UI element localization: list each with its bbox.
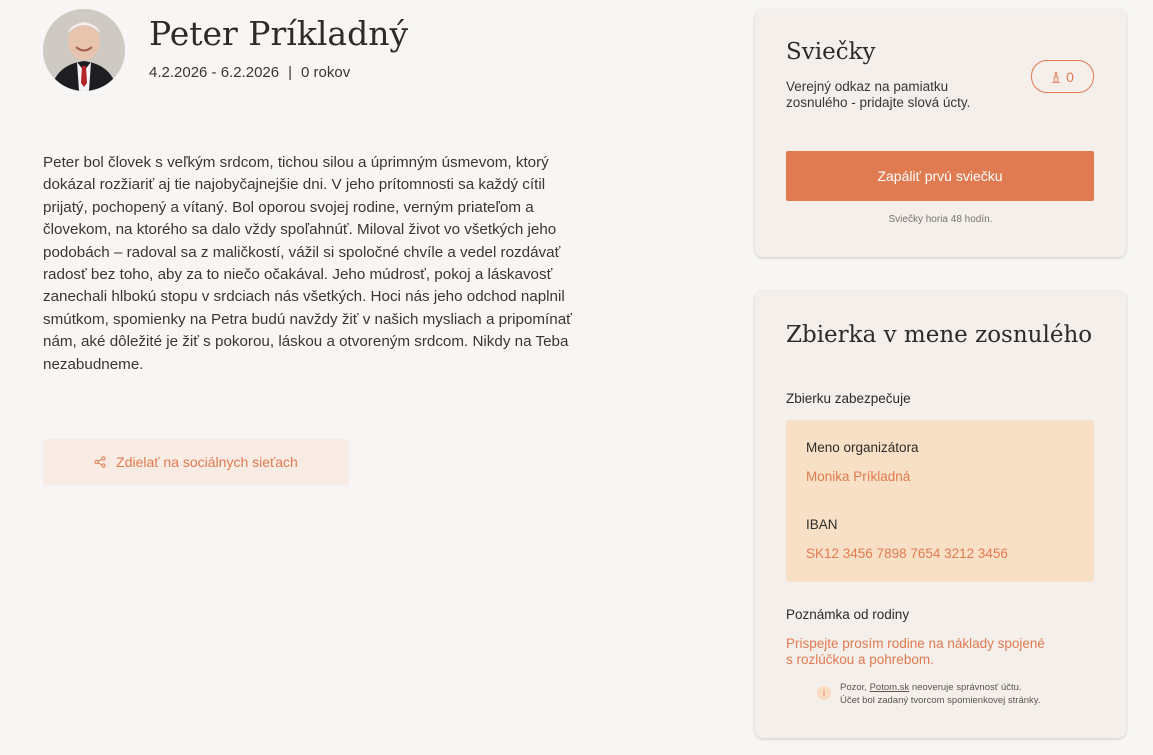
portrait-photo-icon	[43, 9, 125, 91]
share-label: Zdielať na sociálnych sieťach	[116, 454, 298, 470]
fund-secured-by: Zbierku zabezpečuje	[786, 391, 911, 406]
candles-burn-note: Sviečky horia 48 hodín.	[888, 214, 993, 225]
profile-age: 0 rokov	[301, 64, 351, 81]
fund-title: Zbierka v mene zosnulého	[786, 322, 1093, 348]
profile-dates: 4.2.2026 - 6.2.2026	[149, 64, 280, 81]
candle-count: 0	[1066, 68, 1074, 85]
warning-text	[840, 681, 1040, 707]
family-note-label: Poznámka od rodiny	[786, 607, 910, 622]
organizer-box	[786, 420, 1094, 582]
candles-description: Verejný odkaz na pamiatku zosnulého - pridajte slová úcty.	[786, 79, 971, 110]
share-button[interactable]	[43, 439, 349, 485]
info-icon: i	[817, 686, 831, 700]
candle-icon	[1051, 71, 1061, 83]
candles-card	[755, 9, 1126, 257]
account-warning	[817, 681, 1040, 707]
profile-name: Peter Príkladný	[149, 14, 409, 53]
share-icon	[94, 456, 106, 468]
organizer-label: Meno organizátora	[806, 440, 919, 455]
potom-link[interactable]: Potom.sk	[869, 682, 910, 693]
candle-count-badge[interactable]	[1031, 60, 1094, 93]
warning-suffix: neoveruje správnosť účtu.	[911, 682, 1022, 693]
iban-value: SK12 3456 7898 7654 3212 3456	[806, 546, 1008, 561]
warning-line2: Účet bol zadaný tvorcom spomienkovej stránky.	[840, 695, 1041, 706]
biography-text: Peter bol človek s veľkým srdcom, tichou silou a úprimným úsmevom, ktorý dokázal rozžiariť aj tie najobyčajnejšie dni. V jeho prítomnosti sa každý cítil prijatý, pochopený a vítaný. Bol oporou svojej rodine, verným priateľom a človekom, na ktorého sa dalo vždy spoľahnúť. Miloval život vo všetkých jeho podobách – radoval sa z maličkostí, vážil si spoločné chvíle a vedel rozdávať radosť bez toho, aby za to niečo očakával. Jeho múdrosť, pokoj a láskavosť zanechali hlbokú stopu v srdciach nás všetkých. Hoci nás jeho odchod naplnil smútkom, spomienky na Petra budú navždy žiť v našich mysliach a pripomínať nám, aké dôležité je žiť s pokorou, láskou a otvoreným srdcom. Nikdy na Teba nezabudneme.	[43, 154, 572, 373]
iban-label: IBAN	[806, 517, 838, 532]
fund-card	[755, 291, 1126, 738]
meta-separator: |	[288, 64, 293, 81]
organizer-name: Monika Príkladná	[806, 469, 911, 484]
candles-title: Sviečky	[786, 39, 876, 65]
profile-meta	[149, 64, 350, 81]
avatar	[43, 9, 125, 91]
light-first-candle-button[interactable]: Zapáliť prvú sviečku	[786, 151, 1094, 201]
family-note-text: Prispejte prosím rodine na náklady spojené s rozlúčkou a pohrebom.	[786, 636, 1045, 667]
warning-prefix: Pozor,	[840, 682, 867, 693]
